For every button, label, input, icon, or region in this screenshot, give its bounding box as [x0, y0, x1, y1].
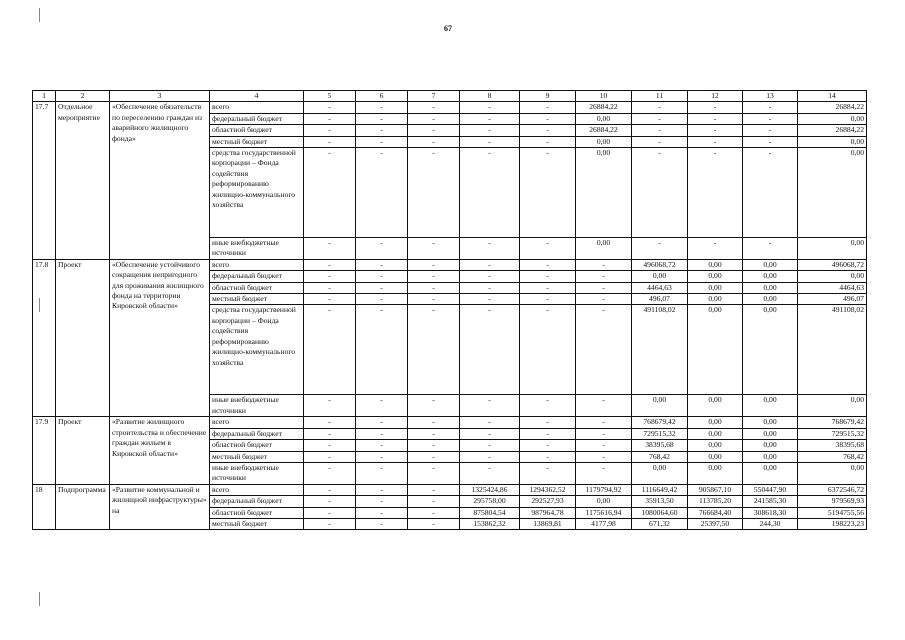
row-code: 17.8	[33, 259, 56, 416]
value-cell: -	[520, 462, 576, 484]
value-cell: 0,00	[688, 451, 743, 462]
value-cell: -	[304, 125, 356, 136]
value-cell: 0,00	[743, 417, 798, 428]
value-cell: 244,30	[743, 518, 798, 529]
value-cell: -	[304, 451, 356, 462]
value-cell: -	[688, 102, 743, 113]
funding-source: иные внебюджетные источники	[210, 238, 304, 260]
column-header: 5	[304, 91, 356, 102]
value-cell: -	[520, 428, 576, 439]
row-type: Подпрограмма	[56, 484, 110, 530]
value-cell: -	[356, 462, 408, 484]
value-cell: -	[304, 282, 356, 293]
value-cell: -	[356, 496, 408, 507]
row-type: Проект	[56, 417, 110, 484]
value-cell: -	[356, 102, 408, 113]
row-name: «Обеспечение устойчивого сокращения непригодного для проживания жилищного фонда на территории Кировской области»	[110, 259, 210, 416]
funding-source: местный бюджет	[210, 136, 304, 147]
value-cell: -	[408, 238, 460, 260]
value-cell: -	[520, 395, 576, 417]
value-cell: -	[408, 440, 460, 451]
value-cell: -	[408, 271, 460, 282]
value-cell: -	[743, 148, 798, 238]
value-cell: -	[356, 305, 408, 395]
value-cell: 550447,90	[743, 484, 798, 495]
value-cell: -	[304, 113, 356, 124]
value-cell: -	[356, 271, 408, 282]
value-cell: -	[304, 148, 356, 238]
value-cell: 496068,72	[798, 259, 867, 270]
value-cell: 0,00	[743, 294, 798, 305]
value-cell: -	[356, 125, 408, 136]
value-cell: -	[576, 462, 632, 484]
value-cell: -	[356, 507, 408, 518]
value-cell: 0,00	[798, 462, 867, 484]
value-cell: 979569,93	[798, 496, 867, 507]
value-cell: -	[408, 305, 460, 395]
value-cell: -	[520, 113, 576, 124]
table-row	[33, 417, 867, 428]
value-cell: -	[408, 294, 460, 305]
value-cell: -	[356, 451, 408, 462]
table-row	[33, 484, 867, 495]
value-cell: -	[356, 518, 408, 529]
value-cell: -	[408, 451, 460, 462]
row-code: 17.7	[33, 102, 56, 259]
value-cell: 5194755,56	[798, 507, 867, 518]
value-cell: 0,00	[743, 451, 798, 462]
value-cell: 4464,63	[798, 282, 867, 293]
value-cell: -	[460, 462, 520, 484]
value-cell: -	[408, 484, 460, 495]
value-cell: -	[408, 417, 460, 428]
value-cell: 496068,72	[632, 259, 688, 270]
value-cell: 0,00	[743, 440, 798, 451]
value-cell: 25397,50	[688, 518, 743, 529]
funding-source: всего	[210, 102, 304, 113]
column-header: 10	[576, 91, 632, 102]
value-cell: -	[408, 496, 460, 507]
value-cell: -	[688, 136, 743, 147]
value-cell: 0,00	[798, 271, 867, 282]
value-cell: 6372546,72	[798, 484, 867, 495]
funding-source: областной бюджет	[210, 507, 304, 518]
value-cell: 491108,02	[632, 305, 688, 395]
row-code: 17.9	[33, 417, 56, 484]
value-cell: -	[460, 238, 520, 260]
value-cell: 1116649,42	[632, 484, 688, 495]
funding-source: иные внебюджетные источники	[210, 395, 304, 417]
value-cell: -	[304, 395, 356, 417]
value-cell: 0,00	[688, 259, 743, 270]
value-cell: -	[688, 238, 743, 260]
value-cell: -	[408, 102, 460, 113]
value-cell: 38395,68	[798, 440, 867, 451]
value-cell: -	[688, 148, 743, 238]
value-cell: -	[576, 451, 632, 462]
value-cell: -	[520, 125, 576, 136]
value-cell: -	[576, 417, 632, 428]
value-cell: 729515,32	[632, 428, 688, 439]
table-row	[33, 102, 867, 113]
column-header: 14	[798, 91, 867, 102]
value-cell: -	[304, 271, 356, 282]
value-cell: -	[356, 417, 408, 428]
value-cell: -	[520, 136, 576, 147]
value-cell: 0,00	[798, 395, 867, 417]
value-cell: 295758,00	[460, 496, 520, 507]
value-cell: 491108,02	[798, 305, 867, 395]
value-cell: -	[743, 238, 798, 260]
value-cell: -	[304, 440, 356, 451]
value-cell: 0,00	[743, 259, 798, 270]
value-cell: 26884,22	[576, 102, 632, 113]
value-cell: 0,00	[576, 136, 632, 147]
value-cell: -	[460, 259, 520, 270]
value-cell: 0,00	[688, 462, 743, 484]
value-cell: 768,42	[632, 451, 688, 462]
value-cell: -	[460, 294, 520, 305]
value-cell: 0,00	[576, 238, 632, 260]
value-cell: -	[520, 451, 576, 462]
value-cell: -	[356, 395, 408, 417]
value-cell: 0,00	[688, 294, 743, 305]
value-cell: 35913,50	[632, 496, 688, 507]
column-header: 11	[632, 91, 688, 102]
value-cell: -	[576, 294, 632, 305]
value-cell: 1294362,52	[520, 484, 576, 495]
value-cell: 496,07	[632, 294, 688, 305]
value-cell: 905867,10	[688, 484, 743, 495]
value-cell: -	[460, 428, 520, 439]
row-code: 18	[33, 484, 56, 530]
row-name: «Обеспечение обязательств по переселению граждан из аварийного жилищного фонда»	[110, 102, 210, 259]
value-cell: -	[520, 271, 576, 282]
value-cell: 768679,42	[798, 417, 867, 428]
column-header: 8	[460, 91, 520, 102]
value-cell: -	[576, 440, 632, 451]
value-cell: -	[356, 484, 408, 495]
value-cell: -	[356, 238, 408, 260]
value-cell: 0,00	[632, 462, 688, 484]
value-cell: 1179794,92	[576, 484, 632, 495]
funding-source: всего	[210, 259, 304, 270]
value-cell: 0,00	[743, 305, 798, 395]
value-cell: -	[408, 282, 460, 293]
value-cell: 0,00	[798, 238, 867, 260]
value-cell: -	[460, 451, 520, 462]
value-cell: 0,00	[743, 271, 798, 282]
funding-source: областной бюджет	[210, 440, 304, 451]
value-cell: -	[408, 136, 460, 147]
column-header: 2	[56, 91, 110, 102]
funding-source: федеральный бюджет	[210, 496, 304, 507]
value-cell: -	[304, 417, 356, 428]
row-name: «Развитие коммунальной и жилищной инфраструктуры» на	[110, 484, 210, 530]
value-cell: -	[304, 496, 356, 507]
value-cell: -	[520, 305, 576, 395]
value-cell: 0,00	[688, 417, 743, 428]
value-cell: 0,00	[743, 462, 798, 484]
value-cell: -	[356, 113, 408, 124]
row-type: Проект	[56, 259, 110, 416]
value-cell: -	[632, 102, 688, 113]
value-cell: 0,00	[798, 136, 867, 147]
value-cell: -	[356, 440, 408, 451]
value-cell: -	[576, 271, 632, 282]
value-cell: 0,00	[688, 428, 743, 439]
value-cell: -	[408, 507, 460, 518]
value-cell: -	[304, 507, 356, 518]
value-cell: 0,00	[576, 148, 632, 238]
value-cell: -	[304, 305, 356, 395]
value-cell: 0,00	[688, 305, 743, 395]
funding-source: средства государственной корпорации – Фонда содействия реформированию жилищно-коммунального хозяйства	[210, 148, 304, 238]
value-cell: -	[408, 395, 460, 417]
value-cell: -	[460, 395, 520, 417]
funding-source: всего	[210, 484, 304, 495]
value-cell: -	[520, 259, 576, 270]
value-cell: -	[460, 113, 520, 124]
value-cell: -	[304, 102, 356, 113]
value-cell: -	[356, 136, 408, 147]
column-header: 12	[688, 91, 743, 102]
value-cell: 241585,30	[743, 496, 798, 507]
value-cell: 875804,54	[460, 507, 520, 518]
value-cell: -	[520, 102, 576, 113]
value-cell: -	[408, 462, 460, 484]
funding-source: местный бюджет	[210, 294, 304, 305]
header-row	[33, 91, 867, 102]
value-cell: 26884,22	[798, 125, 867, 136]
value-cell: 13869,81	[520, 518, 576, 529]
value-cell: 671,32	[632, 518, 688, 529]
value-cell: -	[743, 102, 798, 113]
value-cell: 4464,63	[632, 282, 688, 293]
column-header: 1	[33, 91, 56, 102]
value-cell: 768,42	[798, 451, 867, 462]
value-cell: 0,00	[798, 148, 867, 238]
funding-source: федеральный бюджет	[210, 428, 304, 439]
table-row	[33, 259, 867, 270]
value-cell: 113785,20	[688, 496, 743, 507]
margin-mark	[39, 592, 40, 606]
value-cell: -	[576, 305, 632, 395]
margin-mark	[39, 8, 40, 22]
funding-source: иные внебюджетные источники	[210, 462, 304, 484]
value-cell: 1080064,60	[632, 507, 688, 518]
value-cell: 1175616,94	[576, 507, 632, 518]
value-cell: -	[408, 259, 460, 270]
value-cell: -	[743, 125, 798, 136]
value-cell: -	[632, 125, 688, 136]
value-cell: -	[576, 259, 632, 270]
value-cell: -	[304, 518, 356, 529]
value-cell: -	[356, 282, 408, 293]
value-cell: 0,00	[743, 282, 798, 293]
budget-table	[32, 90, 867, 530]
value-cell: -	[743, 113, 798, 124]
funding-source: федеральный бюджет	[210, 113, 304, 124]
value-cell: -	[304, 259, 356, 270]
value-cell: -	[460, 417, 520, 428]
value-cell: -	[460, 148, 520, 238]
value-cell: -	[520, 282, 576, 293]
value-cell: -	[632, 113, 688, 124]
row-type: Отдельное мероприятие	[56, 102, 110, 259]
value-cell: -	[576, 428, 632, 439]
value-cell: 1325424,86	[460, 484, 520, 495]
value-cell: 0,00	[632, 271, 688, 282]
funding-source: всего	[210, 417, 304, 428]
value-cell: -	[408, 518, 460, 529]
value-cell: -	[520, 294, 576, 305]
value-cell: -	[460, 125, 520, 136]
value-cell: 729515,32	[798, 428, 867, 439]
value-cell: -	[520, 238, 576, 260]
value-cell: -	[688, 113, 743, 124]
value-cell: -	[304, 136, 356, 147]
value-cell: 0,00	[743, 395, 798, 417]
value-cell: -	[743, 136, 798, 147]
value-cell: 198223,23	[798, 518, 867, 529]
value-cell: -	[520, 440, 576, 451]
value-cell: 0,00	[743, 428, 798, 439]
value-cell: 0,00	[688, 271, 743, 282]
funding-source: местный бюджет	[210, 518, 304, 529]
column-header: 6	[356, 91, 408, 102]
value-cell: -	[688, 125, 743, 136]
value-cell: 308618,30	[743, 507, 798, 518]
value-cell: -	[356, 294, 408, 305]
funding-source: средства государственной корпорации – Фонда содействия реформированию жилищно-коммунального хозяйства	[210, 305, 304, 395]
page-number: 67	[444, 24, 452, 33]
value-cell: -	[460, 440, 520, 451]
value-cell: -	[632, 238, 688, 260]
value-cell: 987964,78	[520, 507, 576, 518]
value-cell: 38395,68	[632, 440, 688, 451]
value-cell: -	[460, 271, 520, 282]
value-cell: -	[460, 282, 520, 293]
value-cell: 0,00	[576, 113, 632, 124]
row-name: «Развитие жилищного строительства и обеспечение граждан жильем в Кировской области»	[110, 417, 210, 484]
value-cell: 26884,22	[576, 125, 632, 136]
value-cell: -	[408, 148, 460, 238]
value-cell: 0,00	[632, 395, 688, 417]
funding-source: областной бюджет	[210, 125, 304, 136]
value-cell: -	[460, 136, 520, 147]
funding-source: федеральный бюджет	[210, 271, 304, 282]
value-cell: -	[304, 294, 356, 305]
value-cell: -	[356, 259, 408, 270]
value-cell: -	[304, 462, 356, 484]
column-header: 4	[210, 91, 304, 102]
value-cell: -	[304, 238, 356, 260]
value-cell: -	[304, 428, 356, 439]
value-cell: -	[408, 428, 460, 439]
column-header: 9	[520, 91, 576, 102]
value-cell: -	[356, 428, 408, 439]
value-cell: -	[576, 282, 632, 293]
value-cell: 0,00	[576, 496, 632, 507]
value-cell: 0,00	[688, 440, 743, 451]
value-cell: -	[520, 417, 576, 428]
value-cell: 0,00	[798, 113, 867, 124]
value-cell: 0,00	[688, 395, 743, 417]
column-header: 13	[743, 91, 798, 102]
funding-source: местный бюджет	[210, 451, 304, 462]
value-cell: 153862,32	[460, 518, 520, 529]
value-cell: -	[576, 395, 632, 417]
column-header: 3	[110, 91, 210, 102]
value-cell: -	[632, 136, 688, 147]
value-cell: -	[408, 125, 460, 136]
value-cell: -	[408, 113, 460, 124]
value-cell: -	[460, 305, 520, 395]
value-cell: 292527,93	[520, 496, 576, 507]
value-cell: -	[304, 484, 356, 495]
value-cell: 766684,40	[688, 507, 743, 518]
value-cell: 496,07	[798, 294, 867, 305]
value-cell: -	[356, 148, 408, 238]
value-cell: 0,00	[688, 282, 743, 293]
value-cell: -	[632, 148, 688, 238]
value-cell: -	[460, 102, 520, 113]
value-cell: 26884,22	[798, 102, 867, 113]
column-header: 7	[408, 91, 460, 102]
value-cell: 4177,98	[576, 518, 632, 529]
value-cell: -	[520, 148, 576, 238]
value-cell: 768679,42	[632, 417, 688, 428]
funding-source: областной бюджет	[210, 282, 304, 293]
